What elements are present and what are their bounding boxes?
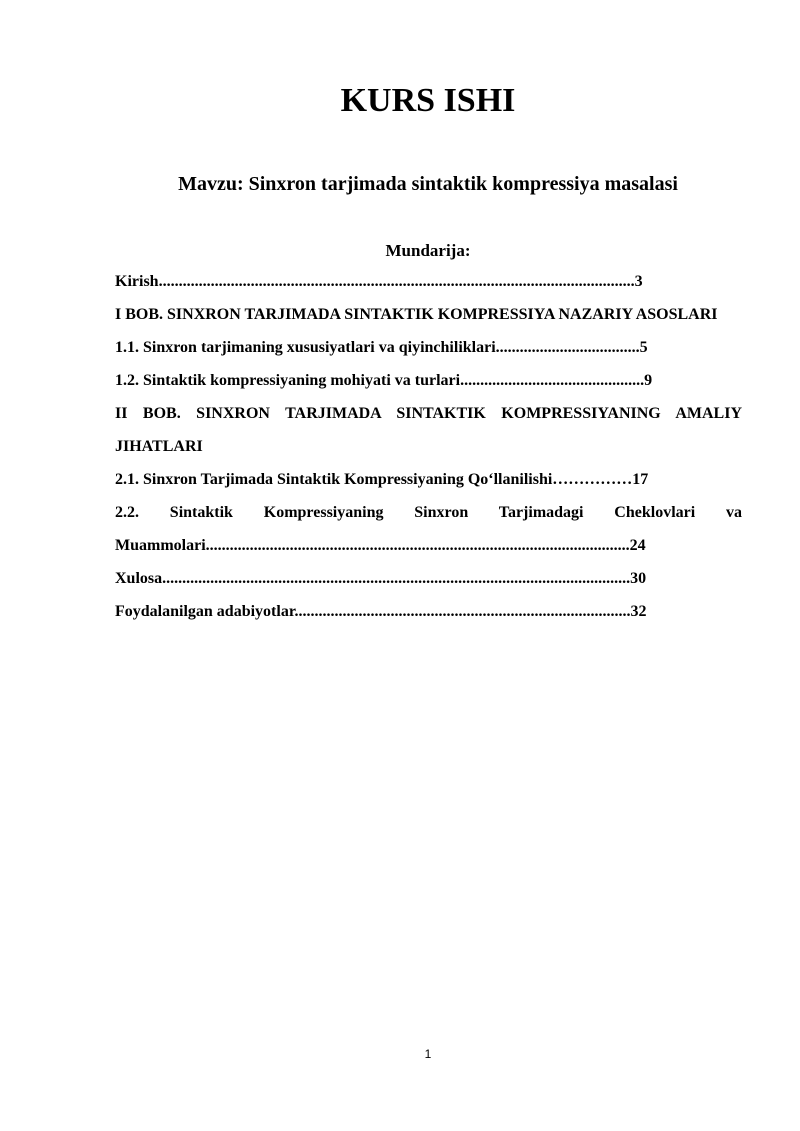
toc-entry-kirish: Kirish.......................................................................................................................3 (115, 273, 643, 290)
toc-heading: Mundarija: (385, 241, 471, 260)
toc-entry-2-1: 2.1. Sinxron Tarjimada Sintaktik Kompressiyaning Qo‘llanilishi……………17 (115, 471, 649, 488)
toc-entry-2-2-line1: 2.2. Sintaktik Kompressiyaning Sinxron Tarjimadagi Cheklovlari va (115, 504, 742, 521)
page-number: 1 (424, 1047, 432, 1061)
toc-entry-chapter-1: I BOB. SINXRON TARJIMADA SINTAKTIK KOMPRESSIYA NAZARIY ASOSLARI (115, 306, 718, 323)
document-subtitle: Mavzu: Sinxron tarjimada sintaktik kompressiya masalasi (178, 173, 678, 195)
toc-entry-chapter-2: II BOB. SINXRON TARJIMADA SINTAKTIK KOMPRESSIYANING AMALIY JIHATLARI (115, 405, 742, 455)
table-of-contents (115, 265, 742, 628)
toc-entry-adabiyotlar: Foydalanilgan adabiyotlar....................................................................................32 (115, 603, 647, 620)
document-title: KURS ISHI (340, 82, 516, 119)
toc-entry-1-1: 1.1. Sinxron tarjimaning xususiyatlari va qiyinchiliklari....................................5 (115, 339, 648, 356)
toc-entry-xulosa: Xulosa.....................................................................................................................30 (115, 570, 647, 587)
toc-entry-2-2-line2: Muammolari..........................................................................................................24 (115, 537, 646, 554)
toc-entry-1-2: 1.2. Sintaktik kompressiyaning mohiyati va turlari..............................................9 (115, 372, 653, 389)
